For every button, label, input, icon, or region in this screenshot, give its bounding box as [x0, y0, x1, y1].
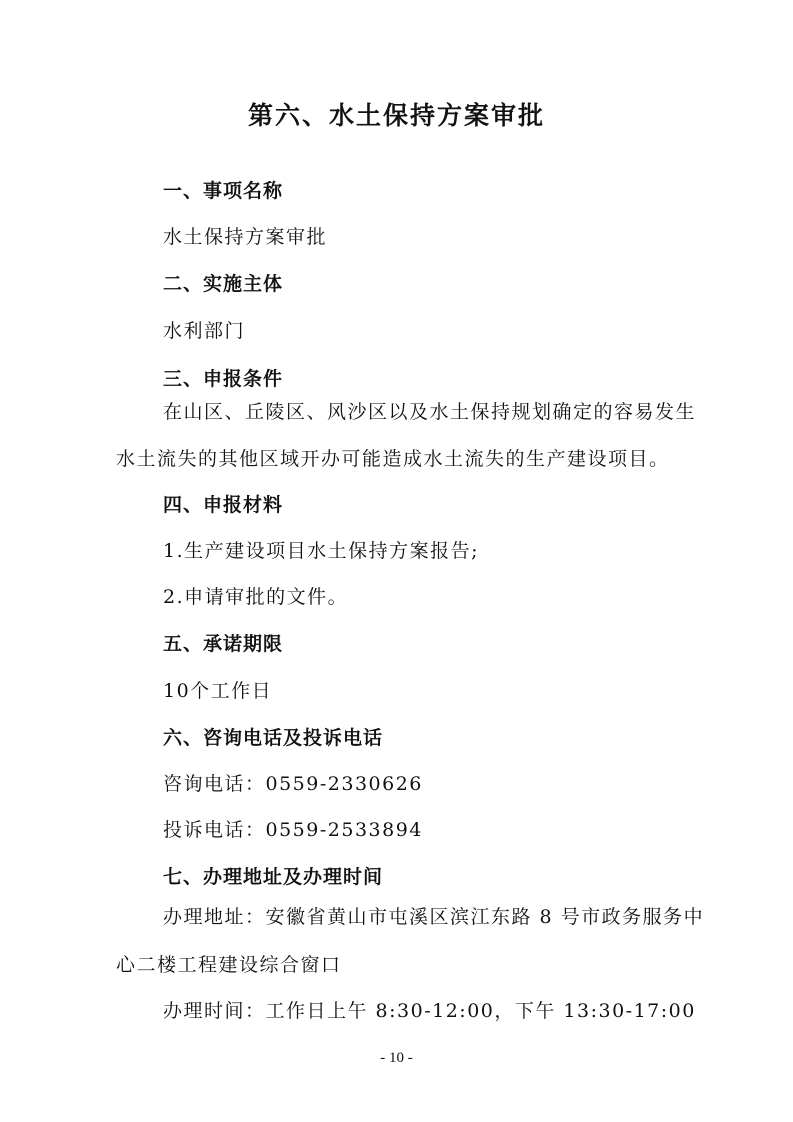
implementing-body-text: 水利部门	[163, 320, 246, 342]
section-heading-promised-period: 五、承诺期限	[163, 633, 284, 655]
complaint-phone: 投诉电话：0559-2533894	[163, 819, 423, 841]
office-hours: 办理时间：工作日上午 8:30-12:00，下午 13:30-17:00	[163, 1000, 696, 1022]
page-number: - 10 -	[380, 1050, 413, 1066]
application-materials-item-2: 2.申请审批的文件。	[163, 586, 349, 608]
section-heading-application-conditions: 三、申报条件	[163, 368, 284, 390]
promised-period-text: 10个工作日	[163, 680, 273, 702]
application-conditions-line-2: 水土流失的其他区域开办可能造成水土流失的生产建设项目。	[116, 448, 670, 470]
section-heading-application-materials: 四、申报材料	[163, 494, 284, 516]
office-address-line-1: 办理地址：安徽省黄山市屯溪区滨江东路 8 号市政务服务中	[163, 906, 705, 928]
item-name-text: 水土保持方案审批	[163, 226, 328, 248]
section-heading-implementing-body: 二、实施主体	[163, 273, 284, 295]
section-heading-phone-numbers: 六、咨询电话及投诉电话	[163, 727, 384, 749]
consultation-phone: 咨询电话：0559-2330626	[163, 773, 423, 795]
section-heading-address-hours: 七、办理地址及办理时间	[163, 866, 384, 888]
document-title: 第六、水土保持方案审批	[247, 101, 545, 130]
section-heading-item-name: 一、事项名称	[163, 180, 284, 202]
application-materials-item-1: 1.生产建设项目水土保持方案报告;	[163, 540, 480, 562]
application-conditions-line-1: 在山区、丘陵区、风沙区以及水土保持规划确定的容易发生	[163, 401, 697, 423]
office-address-line-2: 心二楼工程建设综合窗口	[116, 954, 342, 976]
